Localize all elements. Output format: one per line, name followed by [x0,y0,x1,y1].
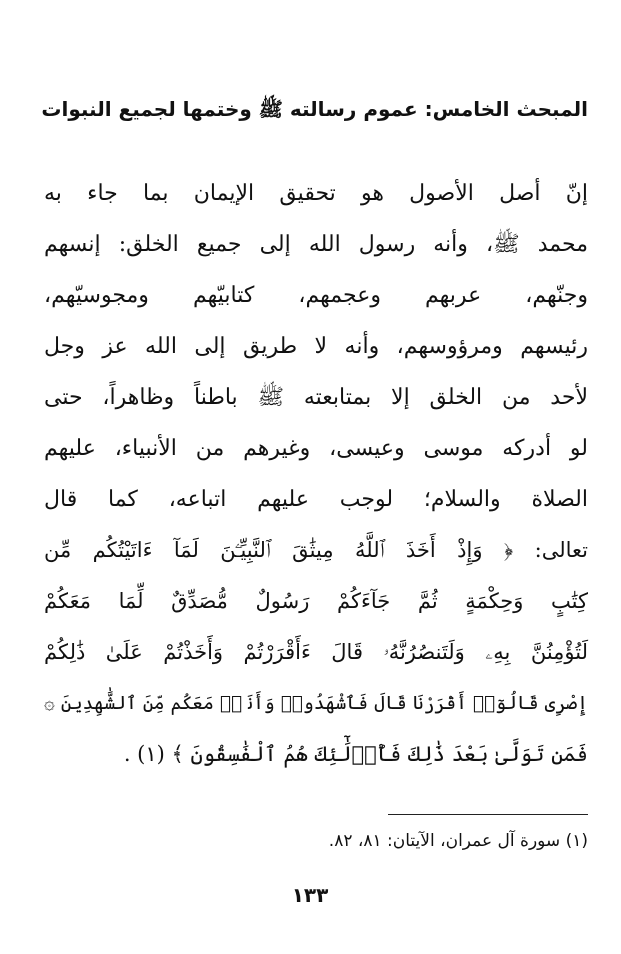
page-number: ١٣٣ [291,883,329,907]
quran-verse-line: تعالى: ﴿ وَإِذْ أَخَذَ ٱللَّهُ مِيثَٰقَ ٱلنَّبِيِّـۧنَ لَمَآ ءَاتَيْتُكُم مِّن [44,538,588,562]
body-line: رئيسهم ومرؤوسهم، وأنه لا طريق إلى الله عز وجل [44,334,588,359]
body-line: الصلاة والسلام؛ لوجب عليهم اتباعه، كما قال [44,487,588,512]
footnote: (١) سورة آل عمران، الآيتان: ٨١، ٨٢. [328,831,588,851]
quran-verse-line: كِتَٰبٍ وَحِكْمَةٍ ثُمَّ جَآءَكُمْ رَسُولٌ مُّصَدِّقٌ لِّمَا مَعَكُمْ [44,589,588,613]
quran-verse-line: لَتُؤْمِنُنَّ بِهِۦ وَلَتَنصُرُنَّهُۥ قَالَ ءَأَقْرَرْتُمْ وَأَخَذْتُمْ عَلَىٰ ذَٰلِكُمْ [44,640,588,664]
section-heading: المبحث الخامس: عموم رسالته ﷺ وختمها لجميع النبوات [41,97,588,121]
body-line: لأحد من الخلق إلا بمتابعته ﷺ باطناً وظاهراً، حتى [44,385,588,410]
body-line: محمد ﷺ، وأنه رسول الله إلى جميع الخلق: إنسهم [44,232,588,257]
body-text [44,168,588,780]
quran-verse-line: إِصْرِى قَالُوٓا۟ أَقْرَرْنَا قَالَ فَٱشْهَدُوا۟ وَأَنَا۠ مَعَكُم مِّنَ ٱلشَّٰهِدِينَ ۞ [44,693,588,714]
body-line: وجنّهم، عربهم وعجمهم، كتابيّهم ومجوسيّهم، [44,283,588,308]
body-line: إنّ أصل الأصول هو تحقيق الإيمان بما جاء به [44,181,588,206]
body-line: لو أدركه موسى وعيسى، وغيرهم من الأنبياء، عليهم [44,436,588,461]
footnote-divider [388,814,588,815]
quran-verse-line: فَمَن تَوَلَّىٰ بَعْدَ ذَٰلِكَ فَأُو۟لَٰٓئِكَ هُمُ ٱلْفَٰسِقُونَ ﴾ (١) . [123,742,588,766]
